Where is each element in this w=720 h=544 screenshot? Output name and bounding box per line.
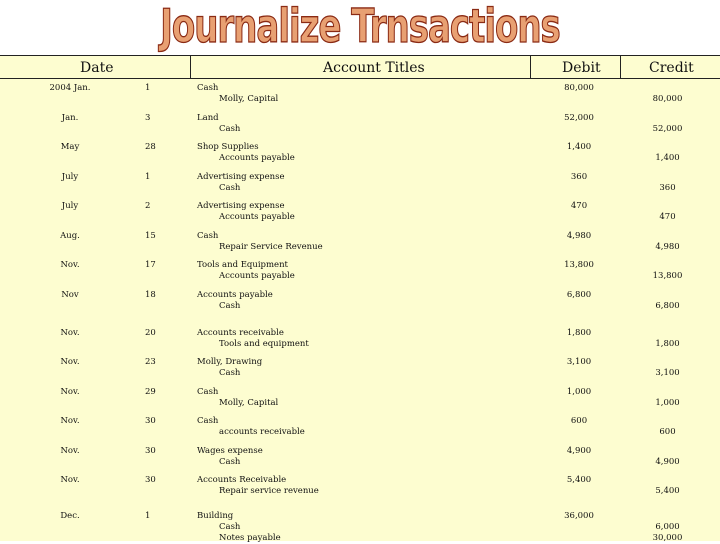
- entry-accounts: [197, 172, 284, 194]
- entry-date: July: [61, 172, 79, 182]
- credit-account-title: Notes payable: [219, 533, 281, 543]
- credit-amount: 4,900: [655, 457, 680, 467]
- credit-amount: 6,800: [655, 301, 680, 311]
- entry-day: 18: [145, 290, 156, 300]
- credit-amount: 3,100: [655, 368, 680, 378]
- debit-amount: 4,900: [566, 446, 592, 456]
- credit-account-title: Cash: [219, 183, 241, 193]
- entry-date: 2004 Jan.: [49, 83, 91, 93]
- debit-amount: 5,400: [566, 475, 592, 485]
- debit-account-title: Cash: [197, 387, 219, 397]
- debit-amount: 470: [570, 201, 588, 211]
- entry-accounts: [197, 201, 295, 223]
- entry-day: 17: [145, 260, 156, 270]
- entry-day: 23: [145, 357, 156, 367]
- header-credit: Credit: [649, 60, 694, 76]
- credit-account-title: Cash: [219, 301, 241, 311]
- debit-account-title: Land: [197, 113, 219, 123]
- header-account-titles: Account Titles: [323, 60, 425, 76]
- entry-day: 30: [145, 416, 156, 426]
- entry-accounts: [197, 416, 305, 438]
- debit-account-title: Accounts receivable: [197, 328, 284, 338]
- credit-amounts: [620, 212, 715, 223]
- entry-date: Nov.: [60, 416, 80, 426]
- entry-day: 15: [145, 231, 156, 241]
- debit-account-title: Advertising expense: [197, 201, 285, 211]
- credit-amounts: [620, 124, 715, 135]
- credit-account-title: Accounts payable: [219, 271, 295, 281]
- debit-account-title: Accounts Receivable: [197, 475, 287, 485]
- credit-amount: 600: [659, 427, 676, 437]
- debit-account-title: Cash: [197, 416, 219, 426]
- credit-account-title: accounts receivable: [219, 427, 305, 437]
- entry-date: July: [61, 201, 79, 211]
- entry-day: 1: [145, 172, 151, 182]
- debit-amount: 600: [570, 416, 588, 426]
- entry-date: Jan.: [61, 113, 79, 123]
- credit-amounts: [620, 427, 715, 438]
- debit-amount: 1,000: [566, 387, 592, 397]
- page-title: Journalize Trnsactions: [160, 0, 560, 54]
- credit-account-title: Accounts payable: [219, 153, 295, 163]
- credit-amounts: [620, 339, 715, 350]
- credit-amount: 1,800: [655, 339, 680, 349]
- entry-date: Nov.: [60, 387, 80, 397]
- debit-account-title: Building: [197, 511, 234, 521]
- entry-accounts: [197, 511, 281, 544]
- credit-amount: 1,400: [655, 153, 680, 163]
- credit-amounts: [620, 486, 715, 497]
- entry-accounts: [197, 475, 319, 497]
- journal-sheet: [0, 55, 720, 541]
- debit-account-title: Cash: [197, 83, 219, 93]
- entry-date: Aug.: [60, 231, 80, 241]
- credit-account-title: Repair Service Revenue: [219, 242, 323, 252]
- debit-account-title: Molly, Drawing: [197, 357, 263, 367]
- debit-account-title: Advertising expense: [197, 172, 285, 182]
- debit-account-title: Shop Supplies: [197, 142, 259, 152]
- credit-amount: 4,980: [655, 242, 680, 252]
- credit-amounts: [620, 368, 715, 379]
- credit-account-title: Repair service revenue: [219, 486, 319, 496]
- credit-account-title: Cash: [219, 368, 241, 378]
- debit-account-title: Tools and Equipment: [197, 260, 288, 270]
- entry-day: 28: [145, 142, 156, 152]
- entry-accounts: [197, 231, 323, 253]
- header-divider: [620, 56, 621, 78]
- credit-amount: 13,800: [652, 271, 683, 281]
- credit-amounts: [620, 522, 715, 544]
- header-divider: [530, 56, 531, 78]
- entry-accounts: [197, 83, 278, 105]
- credit-amount: 30,000: [652, 533, 683, 543]
- entry-date: Dec.: [60, 511, 80, 521]
- credit-amounts: [620, 94, 715, 105]
- entry-date: Nov.: [60, 357, 80, 367]
- credit-amounts: [620, 242, 715, 253]
- debit-account-title: Accounts payable: [197, 290, 273, 300]
- credit-amounts: [620, 153, 715, 164]
- header-divider: [190, 56, 191, 78]
- credit-account-title: Cash: [219, 522, 241, 532]
- entry-day: 1: [145, 83, 151, 93]
- credit-account-title: Accounts payable: [219, 212, 295, 222]
- entry-day: 20: [145, 328, 156, 338]
- entry-date: May: [60, 142, 80, 152]
- entry-day: 1: [145, 511, 151, 521]
- debit-amount: 360: [570, 172, 588, 182]
- credit-account-title: Molly, Capital: [219, 94, 279, 104]
- credit-amounts: [620, 183, 715, 194]
- credit-account-title: Cash: [219, 124, 241, 134]
- credit-account-title: Molly, Capital: [219, 398, 279, 408]
- debit-amount: 3,100: [566, 357, 592, 367]
- entry-day: 2: [145, 201, 151, 211]
- debit-amount: 6,800: [566, 290, 592, 300]
- entry-accounts: [197, 290, 273, 312]
- header-date: Date: [80, 60, 114, 76]
- credit-account-title: Tools and equipment: [219, 339, 309, 349]
- entry-accounts: [197, 142, 295, 164]
- credit-account-title: Cash: [219, 457, 241, 467]
- debit-account-title: Cash: [197, 231, 219, 241]
- debit-amount: 52,000: [564, 113, 594, 123]
- entry-date: Nov: [61, 290, 79, 300]
- credit-amounts: [620, 271, 715, 282]
- debit-amount: 1,800: [566, 328, 592, 338]
- entry-accounts: [197, 260, 295, 282]
- entry-date: Nov.: [60, 475, 80, 485]
- debit-amount: 4,980: [566, 231, 592, 241]
- title-banner: [0, 2, 720, 52]
- credit-amount: 6,000: [655, 522, 680, 532]
- entry-accounts: [197, 113, 240, 135]
- entry-date: Nov.: [60, 446, 80, 456]
- header-debit: Debit: [562, 60, 601, 76]
- entry-day: 29: [145, 387, 156, 397]
- credit-amounts: [620, 398, 715, 409]
- credit-amount: 1,000: [655, 398, 680, 408]
- debit-amount: 80,000: [564, 83, 594, 93]
- credit-amount: 360: [659, 183, 676, 193]
- entry-accounts: [197, 446, 263, 468]
- entry-accounts: [197, 357, 262, 379]
- entry-day: 3: [145, 113, 151, 123]
- credit-amount: 5,400: [655, 486, 680, 496]
- journal-header: [0, 56, 720, 79]
- entry-day: 30: [145, 446, 156, 456]
- credit-amount: 80,000: [652, 94, 683, 104]
- entry-accounts: [197, 328, 309, 350]
- credit-amount: 470: [659, 212, 676, 222]
- entry-day: 30: [145, 475, 156, 485]
- entry-date: Nov.: [60, 260, 80, 270]
- credit-amounts: [620, 301, 715, 312]
- entry-date: Nov.: [60, 328, 80, 338]
- credit-amounts: [620, 457, 715, 468]
- credit-amount: 52,000: [652, 124, 683, 134]
- debit-account-title: Wages expense: [197, 446, 263, 456]
- debit-amount: 36,000: [564, 511, 594, 521]
- debit-amount: 1,400: [566, 142, 592, 152]
- entry-accounts: [197, 387, 278, 409]
- debit-amount: 13,800: [564, 260, 594, 270]
